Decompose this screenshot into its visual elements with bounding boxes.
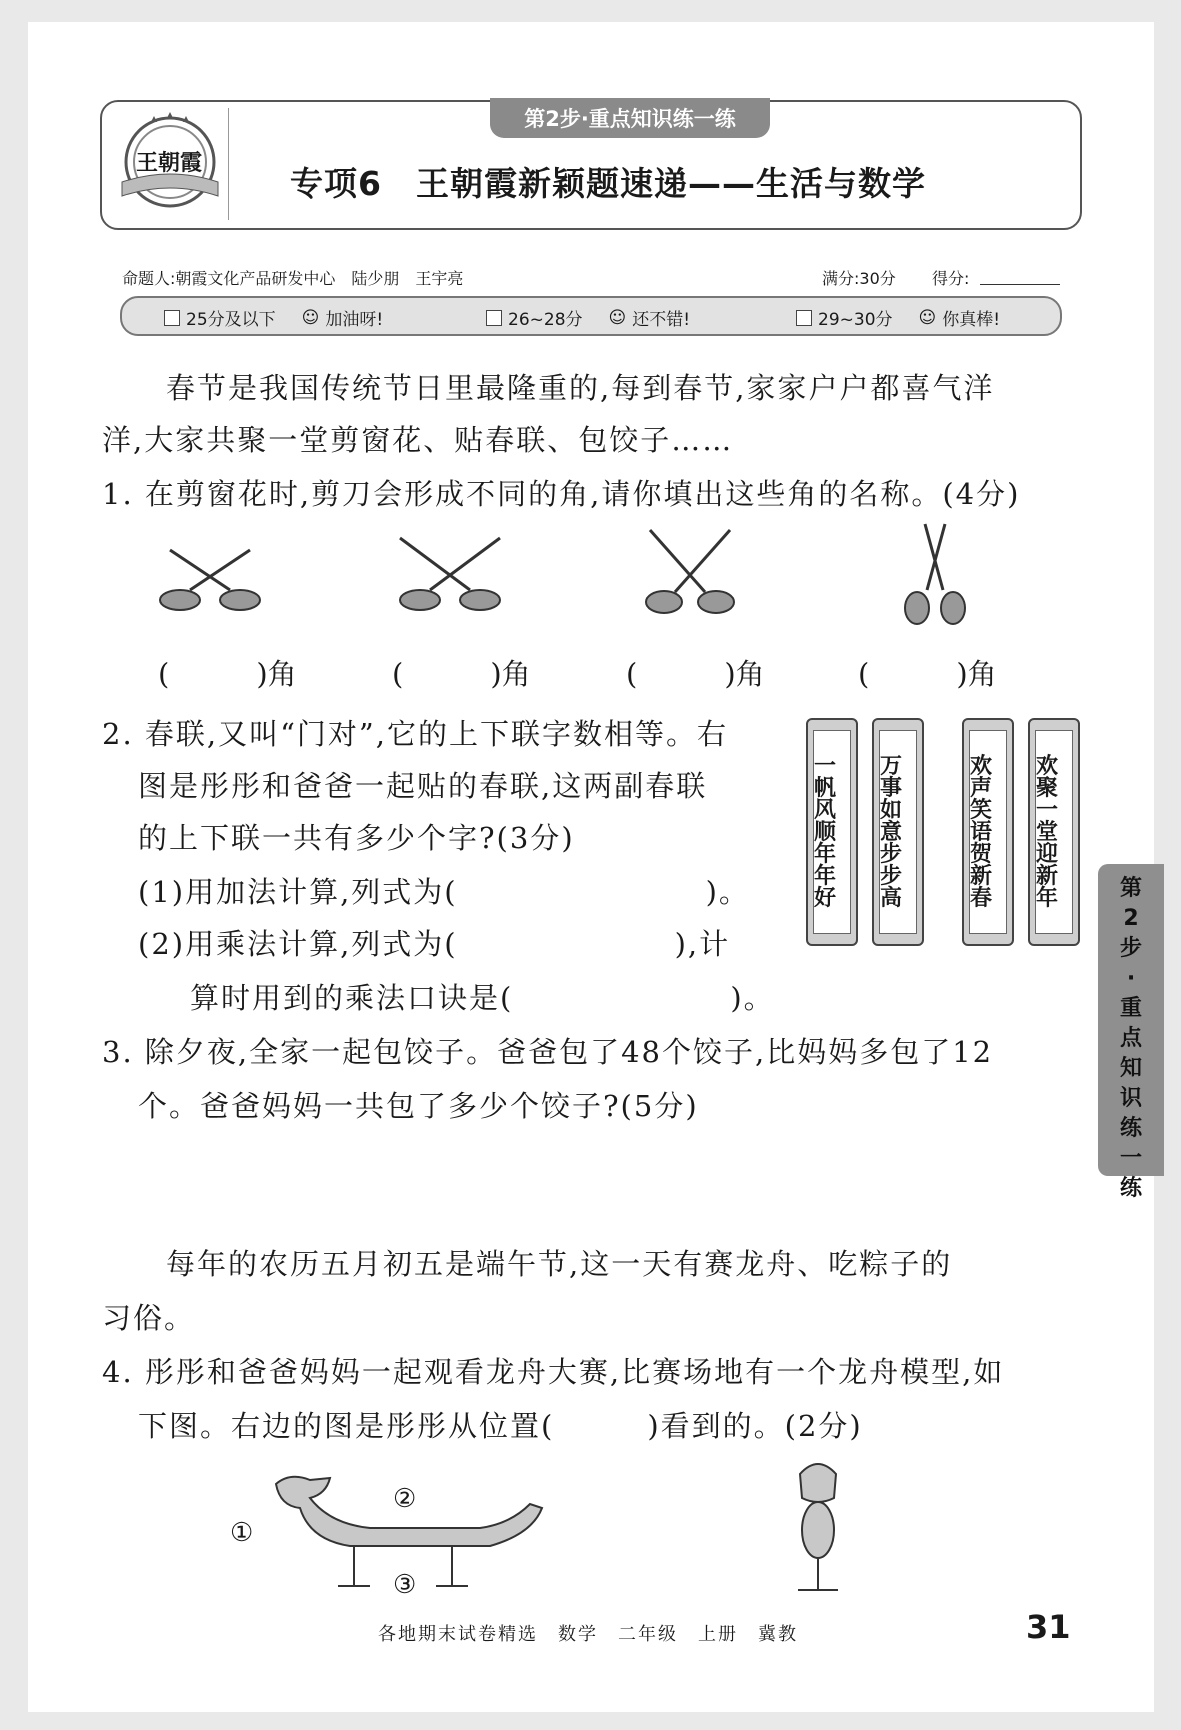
couplet-text: 欢声笑语贺新春 <box>969 730 1007 934</box>
position-3-label: ③ <box>393 1570 417 1600</box>
couplet-text: 欢聚一堂迎新年 <box>1035 730 1073 934</box>
step-label: 第2步·重点知识练一练 <box>490 98 770 138</box>
multiplication-rhyme-blank[interactable]: 算时用到的乘法口诀是( )。 <box>190 981 775 1015</box>
angle-blank[interactable]: ( )角 <box>392 657 531 691</box>
side-tab <box>1098 864 1164 1201</box>
score-comment: 还不错! <box>632 310 691 330</box>
smile-icon: ☺ <box>301 307 320 328</box>
scissors-icon <box>160 550 260 610</box>
footer: 各地期末试卷精选 数学 二年级 上册 冀教 <box>378 1624 798 1645</box>
score-range: 29~30分 <box>818 310 893 330</box>
checkbox[interactable] <box>164 310 180 326</box>
couplet-scroll <box>1028 718 1080 946</box>
score-level-1 <box>164 305 383 330</box>
angle-blank[interactable]: ( )角 <box>858 657 997 691</box>
score-level-bar <box>120 296 1062 336</box>
page-title: 专项6 王朝霞新颖题速递——生活与数学 <box>290 164 926 203</box>
smile-icon: ☺ <box>608 307 627 328</box>
intro-line: 每年的农历五月初五是端午节,这一天有赛龙舟、吃粽子的 <box>166 1247 953 1281</box>
smile-icon: ☺ <box>918 307 937 328</box>
score-comment: 加油呀! <box>325 310 384 330</box>
scissors-icon <box>646 530 734 613</box>
question-2: 2. 春联,又叫“门对”,它的上下联字数相等。右 <box>102 717 728 751</box>
angle-blank[interactable]: ( )角 <box>626 657 765 691</box>
score-range: 25分及以下 <box>186 310 276 330</box>
intro-line: 春节是我国传统节日里最隆重的,每到春节,家家户户都喜气洋 <box>166 371 995 405</box>
score-comment: 你真棒! <box>942 310 1001 330</box>
score-range: 26~28分 <box>508 310 583 330</box>
dragon-boat-front-view <box>790 1454 846 1600</box>
authors: 命题人:朝霞文化产品研发中心 陆少朋 王宇亮 <box>122 269 464 288</box>
couplet-text: 万事如意步步高 <box>879 730 917 934</box>
checkbox[interactable] <box>486 310 502 326</box>
page-number: 31 <box>1026 1608 1071 1646</box>
logo-text: 王朝霞 <box>136 150 203 176</box>
question-3-line: 个。爸爸妈妈一共包了多少个饺子?(5分) <box>138 1089 699 1123</box>
score-level-3 <box>796 305 1000 330</box>
full-score: 满分:30分 <box>822 269 896 288</box>
checkbox[interactable] <box>796 310 812 326</box>
intro-line: 习俗。 <box>102 1301 196 1335</box>
addition-blank[interactable]: (1)用加法计算,列式为( )。 <box>138 875 750 909</box>
question-2-line: 的上下联一共有多少个字?(3分) <box>138 821 575 855</box>
position-blank[interactable]: 下图。右边的图是彤彤从位置( )看到的。(2分) <box>138 1409 863 1443</box>
scissors-icon <box>400 538 500 610</box>
question-2-line: 图是彤彤和爸爸一起贴的春联,这两副春联 <box>138 769 708 803</box>
question-4: 4. 彤彤和爸爸妈妈一起观看龙舟大赛,比赛场地有一个龙舟模型,如 <box>102 1355 1005 1389</box>
question-3: 3. 除夕夜,全家一起包饺子。爸爸包了48个饺子,比妈妈多包了12 <box>102 1035 994 1069</box>
couplet-scroll <box>806 718 858 946</box>
question-1: 1. 在剪窗花时,剪刀会形成不同的角,请你填出这些角的名称。(4分) <box>102 477 1021 511</box>
score-blank[interactable] <box>980 284 1060 285</box>
position-1-label: ① <box>230 1518 254 1548</box>
scissors-figures <box>150 520 1050 640</box>
scissors-icon <box>905 524 965 624</box>
score-label: 得分: <box>932 269 970 288</box>
couplet-scroll <box>872 718 924 946</box>
side-tab-label: 第2步·重点知识练一练 <box>1119 876 1142 1201</box>
logo <box>114 108 229 220</box>
angle-blank[interactable]: ( )角 <box>158 657 297 691</box>
score-level-2 <box>486 305 690 330</box>
multiplication-blank[interactable]: (2)用乘法计算,列式为( ),计 <box>138 927 731 961</box>
couplet-scroll <box>962 718 1014 946</box>
position-2-label: ② <box>393 1484 417 1514</box>
intro-line: 洋,大家共聚一堂剪窗花、贴春联、包饺子…… <box>102 423 734 457</box>
couplet-text: 一帆风顺年年好 <box>813 730 851 934</box>
